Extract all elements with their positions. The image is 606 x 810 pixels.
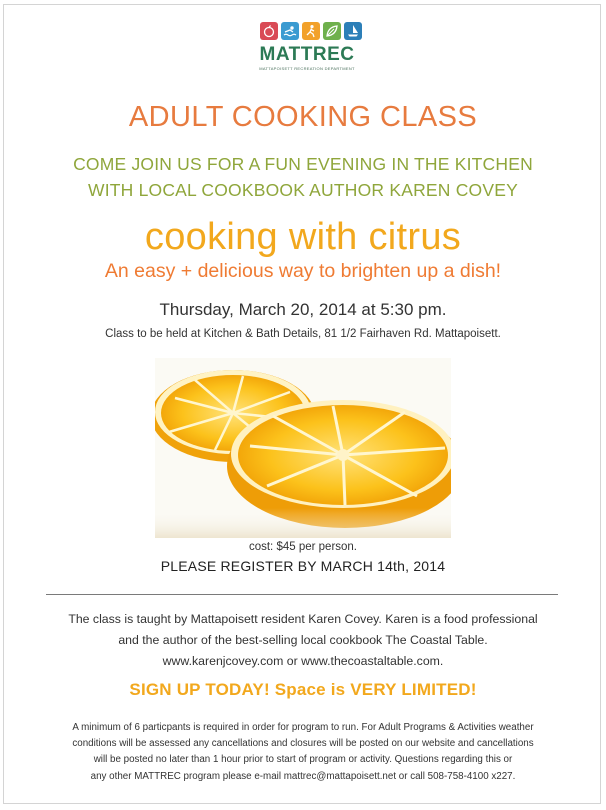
signup-callout: SIGN UP TODAY! Space is VERY LIMITED! (129, 680, 477, 699)
subheading-line: WITH LOCAL COOKBOOK AUTHOR KAREN COVEY (88, 180, 518, 200)
fine-print-line: will be posted no later than 1 hour prior to start of program or activity. Questions regarding this or (93, 754, 513, 766)
mattrec-logo (240, 22, 366, 84)
fine-print-line: A minimum of 6 particpants is required in order for program to run. For Adult Programs & Activities weather (72, 722, 534, 733)
event-location: Class to be held at Kitchen & Bath Details, 81 1/2 Fairhaven Rd. Mattapoisett. (105, 328, 501, 340)
apple-icon (260, 22, 278, 40)
fine-print-line: any other MATTREC program please e-mail mattrec@mattapoisett.net or call 508-758-4100 x227. (90, 770, 516, 782)
cost-text: cost: $45 per person. (248, 541, 358, 553)
runner-icon (302, 22, 320, 40)
leaf-icon (323, 22, 341, 40)
event-datetime: Thursday, March 20, 2014 at 5:30 pm. (159, 300, 447, 319)
bio-line: and the author of the best-selling local cookbook The Coastal Table. (118, 633, 488, 647)
bio-line: www.karenjcovey.com or www.thecoastaltable.com. (162, 654, 444, 668)
register-deadline: PLEASE REGISTER BY MARCH 14th, 2014 (160, 558, 446, 574)
page-title: ADULT COOKING CLASS (128, 101, 478, 133)
logo-wordmark: MATTREC (259, 44, 355, 65)
lemon-slices-image (155, 358, 451, 538)
theme-heading: cooking with citrus (144, 216, 462, 258)
fine-print-line: conditions will be assessed any cancellations and closures will be posted on our website and cancellations (72, 738, 534, 750)
subheading-line: COME JOIN US FOR A FUN EVENING IN THE KITCHEN (73, 154, 533, 174)
bio-line: The class is taught by Mattapoisett resident Karen Covey. Karen is a food professional (68, 612, 538, 626)
logo-subtitle: MATTAPOISETT RECREATION DEPARTMENT (259, 66, 355, 71)
divider (46, 594, 558, 595)
logo-tiles (256, 22, 366, 40)
swimmer-icon (281, 22, 299, 40)
fine-print (0, 720, 606, 785)
subheading (0, 151, 606, 203)
tagline: An easy + delicious way to brighten up a dish! (104, 260, 502, 282)
boat-icon (344, 22, 362, 40)
instructor-bio (0, 609, 606, 672)
